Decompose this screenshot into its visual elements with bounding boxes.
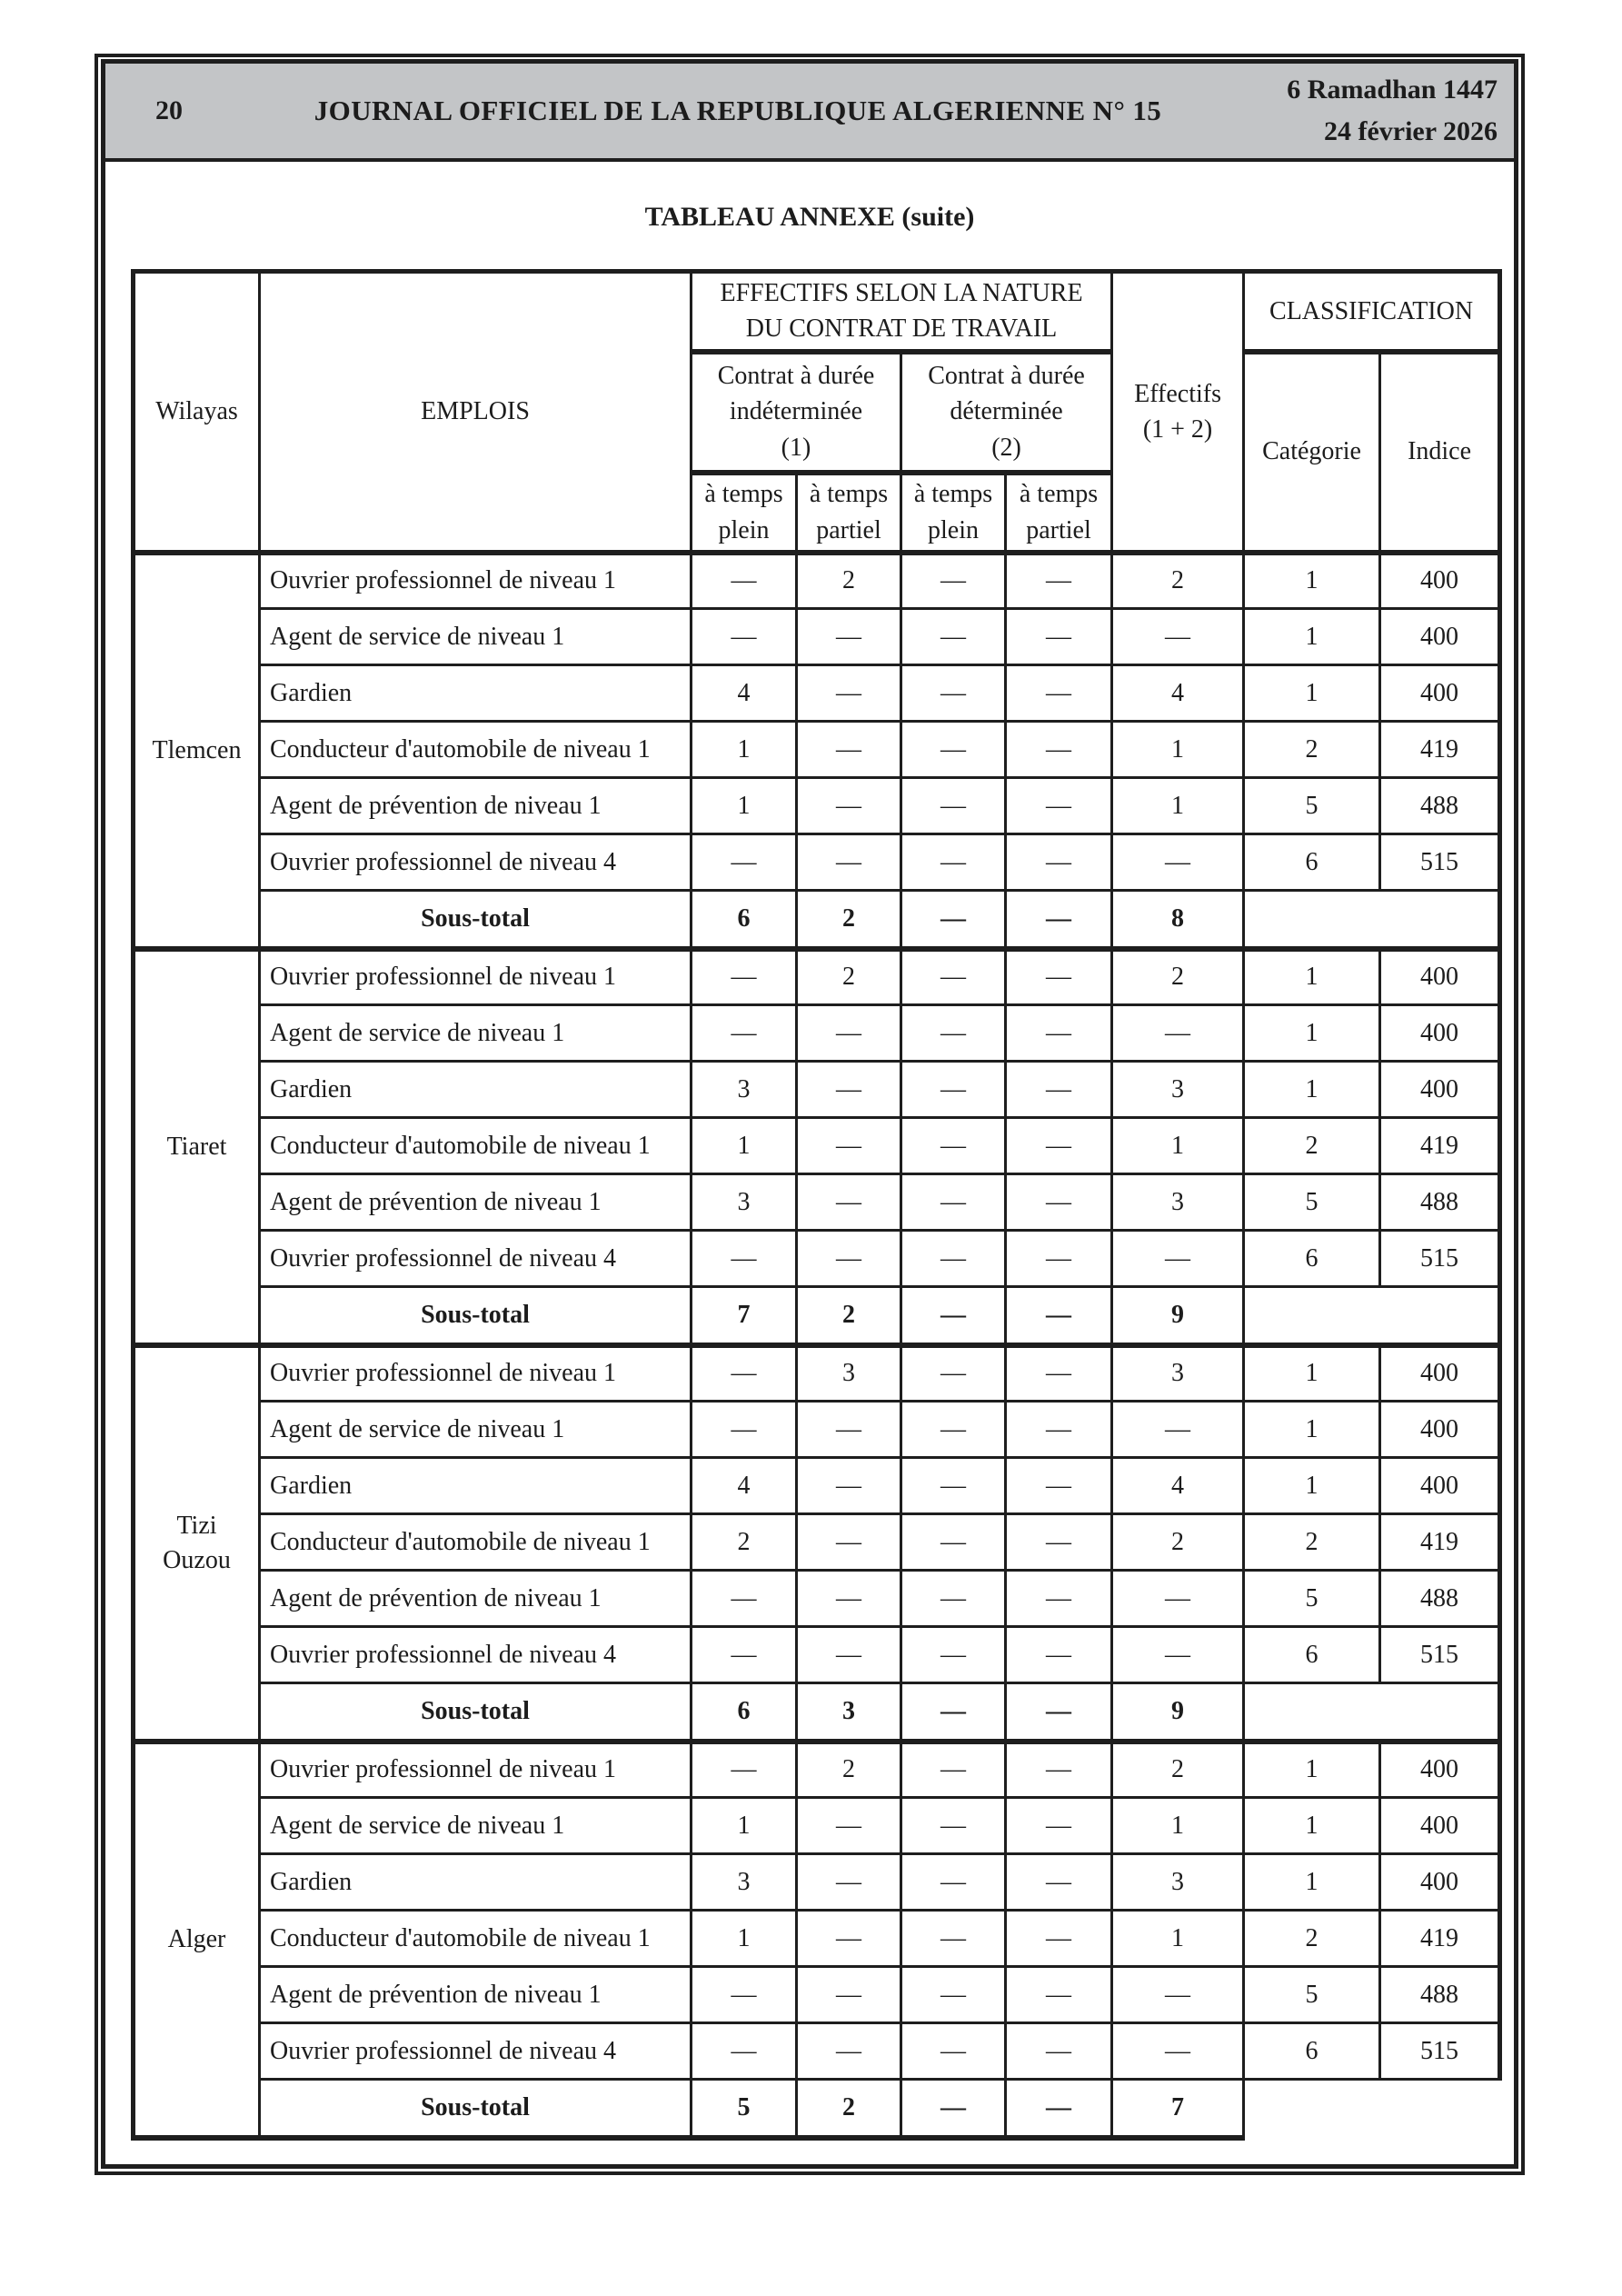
- value-cell: —: [797, 1174, 901, 1231]
- value-cell: 419: [1380, 1514, 1500, 1571]
- value-cell: —: [692, 553, 797, 609]
- value-cell: 1: [692, 1118, 797, 1174]
- value-cell: —: [901, 1231, 1006, 1287]
- emploi-label: Agent de service de niveau 1: [260, 1005, 692, 1062]
- value-cell: —: [1006, 665, 1112, 722]
- emploi-label: Ouvrier professionnel de niveau 1: [260, 1742, 692, 1798]
- col-header-cdd-num: (2): [991, 433, 1021, 462]
- value-cell: —: [797, 834, 901, 891]
- value-cell: —: [901, 1402, 1006, 1458]
- value-cell: —: [901, 1967, 1006, 2023]
- sous-total-value: —: [901, 1287, 1006, 1345]
- value-cell: —: [901, 1005, 1006, 1062]
- table-row: [134, 1514, 1500, 1571]
- emploi-label: Ouvrier professionnel de niveau 1: [260, 553, 692, 609]
- table-row: [134, 609, 1500, 665]
- col-header-cdi-plein: à temps plein: [692, 473, 797, 553]
- value-cell: 2: [797, 1742, 901, 1798]
- emploi-label: Ouvrier professionnel de niveau 1: [260, 949, 692, 1005]
- value-cell: 1: [692, 1911, 797, 1967]
- value-cell: 6: [1244, 834, 1380, 891]
- value-cell: —: [901, 665, 1006, 722]
- value-cell: —: [901, 1911, 1006, 1967]
- value-cell: —: [797, 1798, 901, 1854]
- value-cell: —: [901, 1798, 1006, 1854]
- value-cell: 2: [797, 949, 901, 1005]
- value-cell: —: [1006, 1742, 1112, 1798]
- sous-total-value: 9: [1112, 1683, 1244, 1742]
- sous-total-value: 5: [692, 2080, 797, 2138]
- value-cell: —: [1006, 1005, 1112, 1062]
- value-cell: 488: [1380, 1174, 1500, 1231]
- value-cell: —: [797, 1627, 901, 1683]
- journal-header-band: [105, 64, 1514, 162]
- value-cell: 400: [1380, 665, 1500, 722]
- value-cell: —: [1112, 834, 1244, 891]
- value-cell: 1: [1112, 1118, 1244, 1174]
- value-cell: 3: [1112, 1345, 1244, 1402]
- value-cell: 1: [1244, 609, 1380, 665]
- table-row: [134, 1231, 1500, 1287]
- col-header-nature-line2: DU CONTRAT DE TRAVAIL: [745, 314, 1058, 344]
- emploi-label: Conducteur d'automobile de niveau 1: [260, 722, 692, 778]
- value-cell: 6: [1244, 2023, 1380, 2080]
- sous-total-value: —: [1006, 1683, 1112, 1742]
- value-cell: 1: [1244, 553, 1380, 609]
- annex-table: [131, 269, 1502, 2141]
- value-cell: —: [1006, 1231, 1112, 1287]
- value-cell: —: [901, 1571, 1006, 1627]
- table-row: [134, 1854, 1500, 1911]
- value-cell: 2: [1112, 1742, 1244, 1798]
- value-cell: 1: [1112, 722, 1244, 778]
- value-cell: —: [1112, 609, 1244, 665]
- col-header-cdi-partiel: à temps partiel: [797, 473, 901, 553]
- sous-total-label: Sous-total: [260, 891, 692, 949]
- value-cell: —: [692, 834, 797, 891]
- value-cell: —: [797, 1231, 901, 1287]
- value-cell: 1: [1244, 1345, 1380, 1402]
- value-cell: —: [797, 1402, 901, 1458]
- value-cell: 3: [797, 1345, 901, 1402]
- table-header-row-1: [134, 272, 1500, 352]
- value-cell: 5: [1244, 1967, 1380, 2023]
- table-row: [134, 1571, 1500, 1627]
- sous-total-row: [134, 1683, 1500, 1742]
- classification-empty-cell: [1244, 2080, 1500, 2138]
- col-header-effectifs-num: (1 + 2): [1142, 414, 1213, 444]
- value-cell: —: [901, 1345, 1006, 1402]
- value-cell: —: [1112, 2023, 1244, 2080]
- value-cell: 3: [692, 1854, 797, 1911]
- value-cell: —: [797, 1005, 901, 1062]
- value-cell: —: [1006, 722, 1112, 778]
- value-cell: —: [692, 949, 797, 1005]
- value-cell: —: [1006, 778, 1112, 834]
- value-cell: —: [692, 1231, 797, 1287]
- value-cell: 488: [1380, 778, 1500, 834]
- value-cell: —: [797, 2023, 901, 2080]
- sous-total-value: —: [901, 2080, 1006, 2138]
- col-header-cdd-plein: à temps plein: [901, 473, 1006, 553]
- table-row: [134, 949, 1500, 1005]
- table-row: [134, 722, 1500, 778]
- emploi-label: Conducteur d'automobile de niveau 1: [260, 1911, 692, 1967]
- value-cell: 3: [692, 1174, 797, 1231]
- sous-total-value: 2: [797, 2080, 901, 2138]
- sous-total-row: [134, 891, 1500, 949]
- table-row: [134, 1458, 1500, 1514]
- sous-total-row: [134, 1287, 1500, 1345]
- value-cell: 419: [1380, 1911, 1500, 1967]
- value-cell: 400: [1380, 1854, 1500, 1911]
- sous-total-value: —: [1006, 1287, 1112, 1345]
- date-hijri: 6 Ramadhan 1447: [1287, 74, 1498, 105]
- journal-dates: [1184, 69, 1514, 154]
- value-cell: —: [901, 949, 1006, 1005]
- table-body: [134, 553, 1500, 2138]
- table-row: [134, 1174, 1500, 1231]
- value-cell: 400: [1380, 1062, 1500, 1118]
- value-cell: —: [797, 1911, 901, 1967]
- sous-total-value: —: [901, 891, 1006, 949]
- value-cell: —: [1112, 1571, 1244, 1627]
- value-cell: 1: [1244, 1458, 1380, 1514]
- value-cell: 1: [1112, 1911, 1244, 1967]
- value-cell: —: [901, 1854, 1006, 1911]
- value-cell: 2: [1112, 1514, 1244, 1571]
- page-frame-inner: [101, 59, 1518, 2169]
- sous-total-value: 2: [797, 891, 901, 949]
- table-row: [134, 1911, 1500, 1967]
- value-cell: 4: [1112, 1458, 1244, 1514]
- emploi-label: Ouvrier professionnel de niveau 4: [260, 1231, 692, 1287]
- table-row: [134, 1627, 1500, 1683]
- value-cell: 400: [1380, 1458, 1500, 1514]
- value-cell: —: [797, 1458, 901, 1514]
- wilaya-label: Alger: [134, 1742, 260, 2138]
- value-cell: —: [1006, 2023, 1112, 2080]
- value-cell: 1: [1244, 1798, 1380, 1854]
- col-header-cdd-partiel: à temps partiel: [1006, 473, 1112, 553]
- emploi-label: Gardien: [260, 1458, 692, 1514]
- classification-empty-cell: [1244, 891, 1500, 949]
- emploi-label: Agent de prévention de niveau 1: [260, 778, 692, 834]
- value-cell: 3: [1112, 1854, 1244, 1911]
- page-number: 20: [155, 95, 183, 125]
- table-row: [134, 778, 1500, 834]
- value-cell: 1: [1244, 1402, 1380, 1458]
- value-cell: 6: [1244, 1627, 1380, 1683]
- emploi-label: Gardien: [260, 665, 692, 722]
- value-cell: 3: [1112, 1174, 1244, 1231]
- col-header-indice: Indice: [1380, 352, 1500, 553]
- section-title: TABLEAU ANNEXE (suite): [644, 202, 975, 232]
- value-cell: —: [797, 1854, 901, 1911]
- col-header-cdd: [901, 352, 1112, 473]
- emploi-label: Gardien: [260, 1854, 692, 1911]
- sous-total-row: [134, 2080, 1500, 2138]
- value-cell: 400: [1380, 553, 1500, 609]
- value-cell: —: [901, 722, 1006, 778]
- value-cell: 1: [1244, 1742, 1380, 1798]
- table-row: [134, 665, 1500, 722]
- value-cell: —: [1006, 1345, 1112, 1402]
- value-cell: 2: [1244, 722, 1380, 778]
- sous-total-value: 6: [692, 891, 797, 949]
- value-cell: —: [901, 553, 1006, 609]
- col-header-cdd-label: Contrat à durée déterminée: [928, 362, 1085, 426]
- value-cell: —: [901, 1742, 1006, 1798]
- date-gregorian: 24 février 2026: [1323, 116, 1498, 146]
- sous-total-value: —: [1006, 891, 1112, 949]
- value-cell: —: [692, 1627, 797, 1683]
- col-header-effectifs-label: Effectifs: [1134, 379, 1221, 408]
- sous-total-value: 8: [1112, 891, 1244, 949]
- sous-total-label: Sous-total: [260, 2080, 692, 2138]
- value-cell: 400: [1380, 1005, 1500, 1062]
- value-cell: —: [692, 1005, 797, 1062]
- value-cell: 1: [692, 722, 797, 778]
- value-cell: —: [901, 609, 1006, 665]
- value-cell: 2: [1112, 949, 1244, 1005]
- value-cell: 4: [692, 1458, 797, 1514]
- value-cell: —: [797, 1062, 901, 1118]
- value-cell: —: [1006, 834, 1112, 891]
- value-cell: —: [1006, 949, 1112, 1005]
- value-cell: 419: [1380, 1118, 1500, 1174]
- sous-total-value: 3: [797, 1683, 901, 1742]
- table-row: [134, 1005, 1500, 1062]
- value-cell: —: [901, 1062, 1006, 1118]
- value-cell: —: [692, 1345, 797, 1402]
- value-cell: —: [901, 778, 1006, 834]
- value-cell: 1: [692, 1798, 797, 1854]
- value-cell: 4: [692, 665, 797, 722]
- table-row: [134, 1798, 1500, 1854]
- value-cell: —: [797, 609, 901, 665]
- value-cell: 400: [1380, 1345, 1500, 1402]
- col-header-categorie: Catégorie: [1244, 352, 1380, 553]
- page-content: [105, 162, 1514, 2141]
- value-cell: —: [1006, 1514, 1112, 1571]
- value-cell: 2: [1244, 1514, 1380, 1571]
- value-cell: —: [1006, 1798, 1112, 1854]
- col-header-cdi-num: (1): [781, 433, 811, 462]
- value-cell: —: [1006, 1911, 1112, 1967]
- value-cell: —: [1006, 1174, 1112, 1231]
- value-cell: 4: [1112, 665, 1244, 722]
- value-cell: 1: [1244, 949, 1380, 1005]
- value-cell: —: [1112, 1005, 1244, 1062]
- value-cell: 400: [1380, 609, 1500, 665]
- journal-title: JOURNAL OFFICIEL DE LA REPUBLIQUE ALGERIENNE N° 15: [313, 95, 1162, 126]
- value-cell: 1: [1244, 1005, 1380, 1062]
- value-cell: 488: [1380, 1967, 1500, 2023]
- value-cell: 5: [1244, 1174, 1380, 1231]
- col-header-classification: CLASSIFICATION: [1244, 272, 1500, 352]
- emploi-label: Conducteur d'automobile de niveau 1: [260, 1514, 692, 1571]
- value-cell: 3: [692, 1062, 797, 1118]
- value-cell: —: [1006, 1854, 1112, 1911]
- col-header-wilayas: Wilayas: [134, 272, 260, 553]
- value-cell: 1: [1244, 1854, 1380, 1911]
- table-row: [134, 834, 1500, 891]
- value-cell: 515: [1380, 834, 1500, 891]
- sous-total-value: —: [901, 1683, 1006, 1742]
- sous-total-value: 9: [1112, 1287, 1244, 1345]
- value-cell: —: [1006, 1571, 1112, 1627]
- col-header-cdi-label: Contrat à durée indéterminée: [717, 362, 875, 426]
- classification-empty-cell: [1244, 1287, 1500, 1345]
- value-cell: 1: [1244, 665, 1380, 722]
- value-cell: —: [797, 665, 901, 722]
- value-cell: —: [692, 1571, 797, 1627]
- table-row: [134, 1345, 1500, 1402]
- emploi-label: Ouvrier professionnel de niveau 4: [260, 2023, 692, 2080]
- value-cell: —: [797, 778, 901, 834]
- value-cell: —: [1006, 1118, 1112, 1174]
- value-cell: 400: [1380, 1742, 1500, 1798]
- value-cell: —: [1006, 609, 1112, 665]
- value-cell: 1: [1112, 1798, 1244, 1854]
- value-cell: —: [797, 1967, 901, 2023]
- emploi-label: Agent de service de niveau 1: [260, 1402, 692, 1458]
- value-cell: —: [692, 2023, 797, 2080]
- sous-total-value: 2: [797, 1287, 901, 1345]
- table-row: [134, 1062, 1500, 1118]
- value-cell: 3: [1112, 1062, 1244, 1118]
- emploi-label: Agent de prévention de niveau 1: [260, 1571, 692, 1627]
- value-cell: —: [1112, 1402, 1244, 1458]
- value-cell: 5: [1244, 778, 1380, 834]
- emploi-label: Agent de service de niveau 1: [260, 609, 692, 665]
- value-cell: —: [692, 609, 797, 665]
- emploi-label: Ouvrier professionnel de niveau 1: [260, 1345, 692, 1402]
- sous-total-label: Sous-total: [260, 1683, 692, 1742]
- emploi-label: Agent de service de niveau 1: [260, 1798, 692, 1854]
- value-cell: 5: [1244, 1571, 1380, 1627]
- value-cell: —: [1006, 1458, 1112, 1514]
- value-cell: —: [1006, 1967, 1112, 2023]
- value-cell: 1: [692, 778, 797, 834]
- value-cell: 400: [1380, 1402, 1500, 1458]
- wilaya-label: Tlemcen: [134, 553, 260, 949]
- value-cell: 400: [1380, 949, 1500, 1005]
- value-cell: —: [797, 1118, 901, 1174]
- value-cell: —: [692, 1967, 797, 2023]
- value-cell: 2: [692, 1514, 797, 1571]
- col-header-emplois: EMPLOIS: [260, 272, 692, 553]
- table-row: [134, 2023, 1500, 2080]
- classification-empty-cell: [1244, 1683, 1500, 1742]
- value-cell: —: [901, 834, 1006, 891]
- value-cell: —: [692, 1742, 797, 1798]
- sous-total-value: 7: [1112, 2080, 1244, 2138]
- value-cell: —: [797, 722, 901, 778]
- emploi-label: Gardien: [260, 1062, 692, 1118]
- wilaya-label: Tiaret: [134, 949, 260, 1345]
- sous-total-value: 6: [692, 1683, 797, 1742]
- value-cell: 515: [1380, 1231, 1500, 1287]
- table-row: [134, 1118, 1500, 1174]
- col-header-cdi: [692, 352, 901, 473]
- value-cell: —: [1112, 1627, 1244, 1683]
- emploi-label: Ouvrier professionnel de niveau 4: [260, 834, 692, 891]
- value-cell: —: [901, 1458, 1006, 1514]
- value-cell: —: [901, 1118, 1006, 1174]
- sous-total-value: 7: [692, 1287, 797, 1345]
- value-cell: 2: [1244, 1911, 1380, 1967]
- value-cell: —: [692, 1402, 797, 1458]
- col-header-nature-line1: EFFECTIFS SELON LA NATURE: [720, 279, 1083, 308]
- value-cell: 2: [797, 553, 901, 609]
- value-cell: —: [1006, 553, 1112, 609]
- value-cell: —: [901, 1174, 1006, 1231]
- value-cell: 2: [1112, 553, 1244, 609]
- value-cell: 515: [1380, 1627, 1500, 1683]
- value-cell: —: [1006, 1402, 1112, 1458]
- value-cell: 419: [1380, 722, 1500, 778]
- value-cell: 488: [1380, 1571, 1500, 1627]
- page-frame: [95, 54, 1525, 2175]
- value-cell: —: [901, 1514, 1006, 1571]
- value-cell: —: [901, 1627, 1006, 1683]
- table-row: [134, 1402, 1500, 1458]
- value-cell: 2: [1244, 1118, 1380, 1174]
- table-row: [134, 553, 1500, 609]
- value-cell: —: [1006, 1062, 1112, 1118]
- table-row: [134, 1967, 1500, 2023]
- value-cell: —: [1112, 1967, 1244, 2023]
- value-cell: —: [1112, 1231, 1244, 1287]
- wilaya-label: Tizi Ouzou: [134, 1345, 260, 1742]
- value-cell: —: [901, 2023, 1006, 2080]
- value-cell: —: [1006, 1627, 1112, 1683]
- col-header-nature: [692, 272, 1112, 352]
- value-cell: 1: [1244, 1062, 1380, 1118]
- col-header-effectifs: [1112, 272, 1244, 553]
- emploi-label: Agent de prévention de niveau 1: [260, 1174, 692, 1231]
- value-cell: —: [797, 1571, 901, 1627]
- emploi-label: Ouvrier professionnel de niveau 4: [260, 1627, 692, 1683]
- emploi-label: Agent de prévention de niveau 1: [260, 1967, 692, 2023]
- value-cell: —: [797, 1514, 901, 1571]
- sous-total-value: —: [1006, 2080, 1112, 2138]
- value-cell: 400: [1380, 1798, 1500, 1854]
- table-row: [134, 1742, 1500, 1798]
- sous-total-label: Sous-total: [260, 1287, 692, 1345]
- value-cell: 1: [1112, 778, 1244, 834]
- emploi-label: Conducteur d'automobile de niveau 1: [260, 1118, 692, 1174]
- value-cell: 515: [1380, 2023, 1500, 2080]
- value-cell: 6: [1244, 1231, 1380, 1287]
